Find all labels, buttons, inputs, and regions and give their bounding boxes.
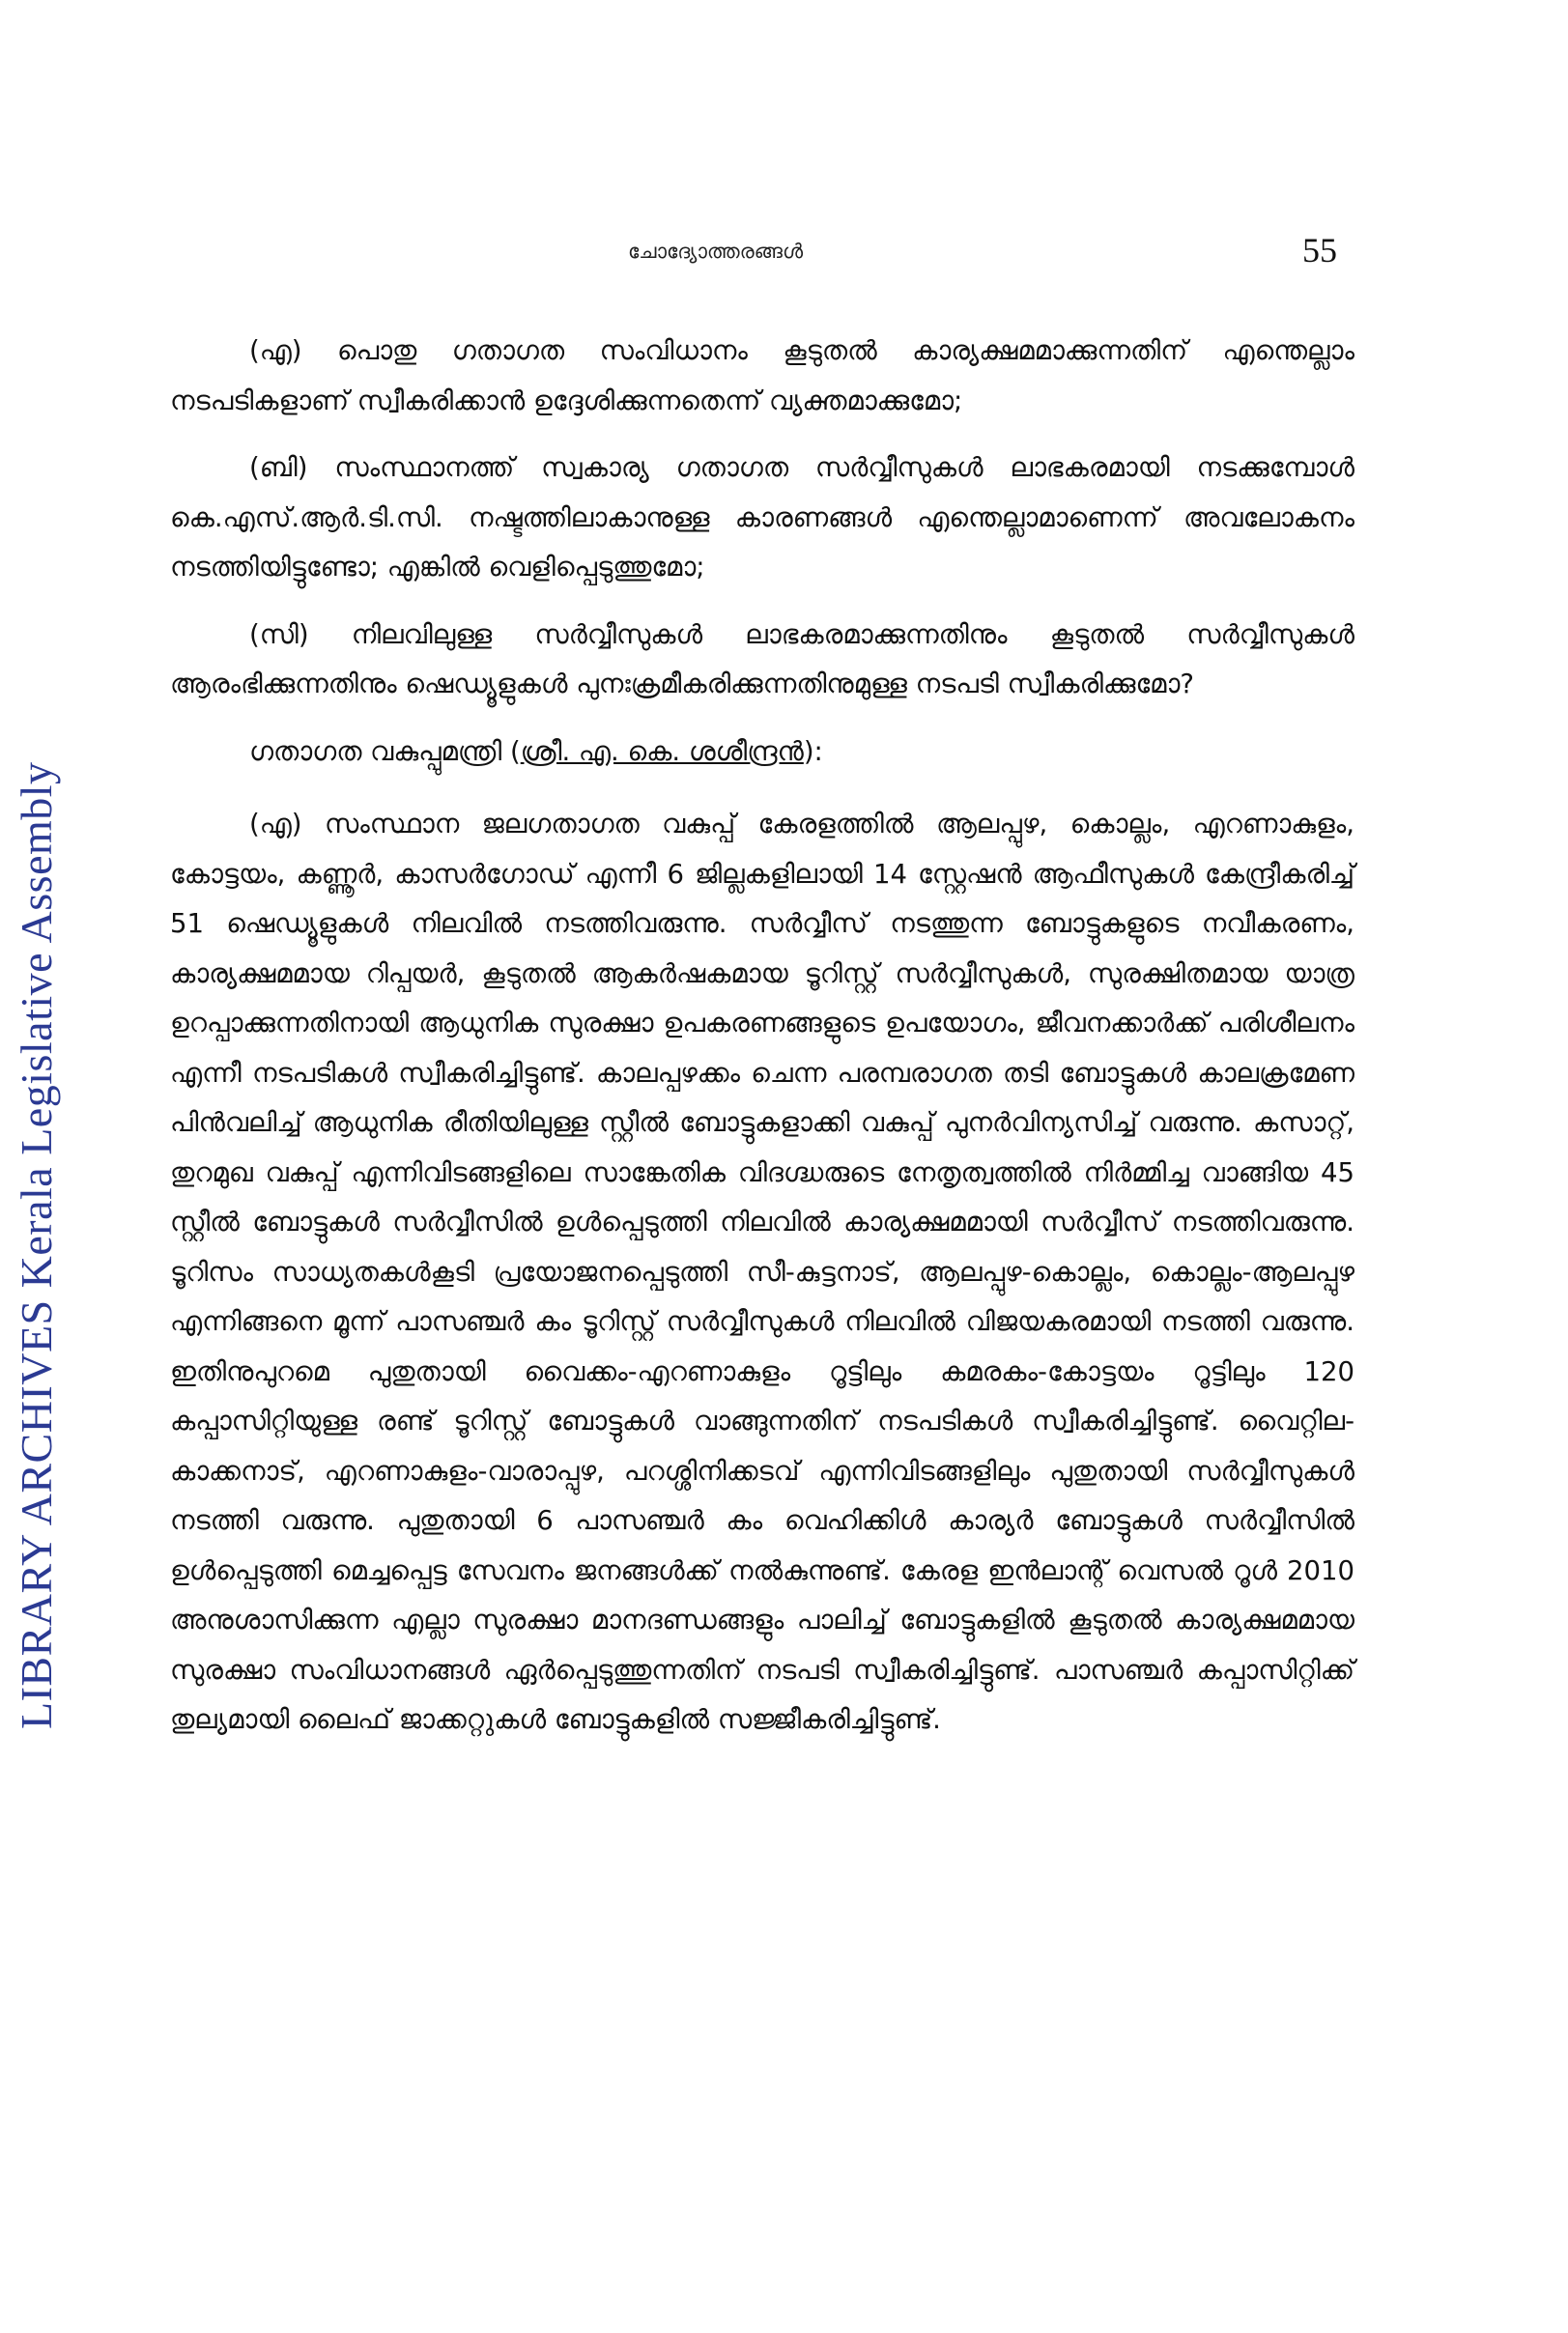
answer-heading [170,727,1354,778]
answer-label: ഗതാഗത വകുപ്പുമന്ത്രി ( [249,735,521,767]
body-text [170,327,1354,1746]
page-number: 55 [1302,231,1337,270]
answer-label-suffix: ): [803,735,823,767]
question-c: (സി) നിലവിലുള്ള സർവ്വീസുകൾ ലാഭകരമാക്കുന്നതിനും കൂടുതൽ സർവ്വീസുകൾ ആരംഭിക്കുന്നതിനും ഷെഡ്യൂളുകൾ പുനഃക്രമീകരിക്കുന്നതിനുമുള്ള നടപടി സ്വീകരിക്കുമോ? [170,618,1354,699]
running-header-title: ചോദ്യോത്തരങ്ങൾ [628,240,804,263]
minister-name: ശ്രീ. എ. കെ. ശശീന്ദ്രൻ [520,735,804,767]
answer-a: (എ) സംസ്ഥാന ജലഗതാഗത വകുപ്പ് കേരളത്തിൽ ആലപ്പുഴ, കൊല്ലം, എറണാകുളം, കോട്ടയം, കണ്ണൂർ, കാസർഗോഡ് എന്നീ 6 ജില്ലകളിലായി 14 സ്റ്റേഷൻ ആഫീസുകൾ കേന്ദ്രീകരിച്ച് 51 ഷെഡ്യൂളുകൾ നിലവിൽ നടത്തിവരുന്നു. സർവ്വീസ് നടത്തുന്ന ബോട്ടുകളുടെ നവീകരണം, കാര്യക്ഷമമായ റിപ്പയർ, കൂടുതൽ ആകർഷകമായ ടൂറിസ്റ്റ് സർവ്വീസുകൾ, സുരക്ഷിതമായ യാത്ര ഉറപ്പാക്കുന്നതിനായി ആധുനിക സുരക്ഷാ ഉപകരണങ്ങളുടെ ഉപയോഗം, ജീവനക്കാർക്ക് പരിശീലനം എന്നീ നടപടികൾ സ്വീകരിച്ചിട്ടുണ്ട്. കാലപ്പഴക്കം ചെന്ന പരമ്പരാഗത തടി ബോട്ടുകൾ കാലക്രമേണ പിൻവലിച്ച് ആധുനിക രീതിയിലുള്ള സ്റ്റീൽ ബോട്ടുകളാക്കി വകുപ്പ് പുനർവിന്യസിച്ച് വരുന്നു. കസാറ്റ്, തുറമുഖ വകുപ്പ് എന്നിവിടങ്ങളിലെ സാങ്കേതിക വിദഗ്ദ്ധരുടെ നേതൃത്വത്തിൽ നിർമ്മിച്ച വാങ്ങിയ 45 സ്റ്റീൽ ബോട്ടുകൾ സർവ്വീസിൽ ഉൾപ്പെടുത്തി നിലവിൽ കാര്യക്ഷമമായി സർവ്വീസ് നടത്തിവരുന്നു. ടൂറിസം സാധ്യതകൾകൂടി പ്രയോജനപ്പെടുത്തി സീ-കുട്ടനാട്, ആലപ്പുഴ-കൊല്ലം, കൊല്ലം-ആലപ്പുഴ എന്നിങ്ങനെ മൂന്ന് പാസഞ്ചർ കം ടൂറിസ്റ്റ് സർവ്വീസുകൾ നിലവിൽ വിജയകരമായി നടത്തി വരുന്നു. ഇതിനുപുറമെ പുതുതായി വൈക്കം-എറണാകുളം റൂട്ടിലും കമരകം-കോട്ടയം റൂട്ടിലും 120 കപ്പാസിറ്റിയുള്ള രണ്ട് ടൂറിസ്റ്റ് ബോട്ടുകൾ വാങ്ങുന്നതിന് നടപടികൾ സ്വീകരിച്ചിട്ടുണ്ട്. വൈറ്റില-കാക്കനാട്, എറണാകുളം-വാരാപ്പുഴ, പറശ്ശിനിക്കടവ് എന്നിവിടങ്ങളിലും പുതുതായി സർവ്വീസുകൾ നടത്തി വരുന്നു. പുതുതായി 6 പാസഞ്ചർ കം വെഹിക്കിൾ കാര്യർ ബോട്ടുകൾ സർവ്വീസിൽ ഉൾപ്പെടുത്തി മെച്ചപ്പെട്ട സേവനം ജനങ്ങൾക്ക് നൽകുന്നുണ്ട്. കേരള ഇൻലാന്റ് വെസൽ റൂൾ 2010 അനുശാസിക്കുന്ന എല്ലാ സുരക്ഷാ മാനദണ്ഡങ്ങളും പാലിച്ച് ബോട്ടുകളിൽ കൂടുതൽ കാര്യക്ഷമമായ സുരക്ഷാ സംവിധാനങ്ങൾ ഏർപ്പെടുത്തുന്നതിന് നടപടി സ്വീകരിച്ചിട്ടുണ്ട്. പാസഞ്ചർ കപ്പാസിറ്റിക്ക് തുല്യമായി ലൈഫ് ജാക്കറ്റുകൾ ബോട്ടുകളിൽ സജ്ജീകരിച്ചിട്ടുണ്ട്. [170,809,1354,1735]
question-b: (ബി) സംസ്ഥാനത്ത് സ്വകാര്യ ഗതാഗത സർവ്വീസുകൾ ലാഭകരമായി നടക്കുമ്പോൾ കെ.എസ്.ആർ.ടി.സി. നഷ്ടത്തിലാകാനുള്ള കാരണങ്ങൾ എന്തെല്ലാമാണെന്ന് അവലോകനം നടത്തിയിട്ടുണ്ടോ; എങ്കിൽ വെളിപ്പെടുത്തുമോ; [170,452,1354,583]
library-archives-watermark: LIBRARY ARCHIVES Kerala Legislative Assembly [12,761,61,1729]
question-a: (എ) പൊതു ഗതാഗത സംവിധാനം കൂടുതൽ കാര്യക്ഷമമാക്കുന്നതിന് എന്തെല്ലാം നടപടികളാണ് സ്വീകരിക്കാൻ ഉദ്ദേശിക്കുന്നതെന്ന് വ്യക്തമാക്കുമോ; [170,335,1354,416]
